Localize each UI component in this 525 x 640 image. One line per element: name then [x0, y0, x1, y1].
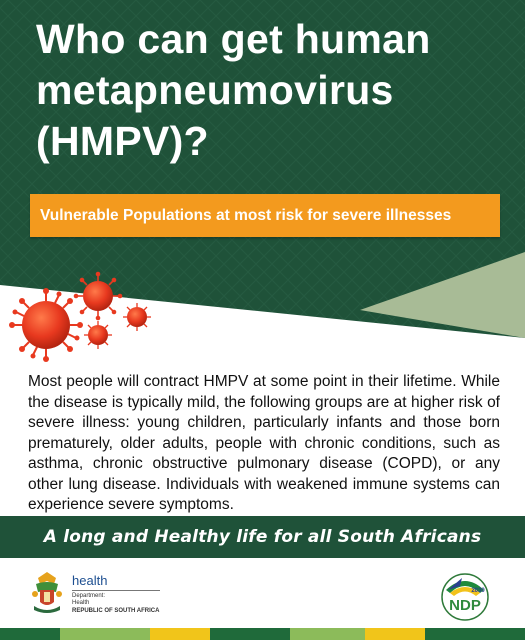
- stripe-segment: [365, 628, 425, 640]
- body-paragraph: Most people will contract HMPV at some point in their lifetime. While the disease is typically mild, the following groups are at higher risk of severe illness: young children, particularly infants and those born prematurely, older adults, people with chronic conditions, such as asthma, chronic obstructive pulmonary disease (COPD), or any other lung disease. Individuals with weakened immune systems can experience severe symptoms.: [28, 373, 500, 513]
- dept-divider: [72, 590, 160, 591]
- stripe-segment: [60, 628, 150, 640]
- stripe-segment: [210, 628, 290, 640]
- stripe-segment: [425, 628, 525, 640]
- department-logo-text: [72, 574, 160, 615]
- page-title: Who can get human metapneumovirus (HMPV)?: [36, 16, 431, 164]
- ndp-year: 2030: [471, 588, 485, 594]
- dept-sub-1: Department:: [72, 593, 106, 599]
- banner-text: Vulnerable Populations at most risk for severe illnesses: [40, 206, 452, 224]
- bottom-color-stripe: [0, 628, 525, 640]
- ndp-logo-icon: [440, 570, 490, 622]
- ndp-label: NDP: [449, 597, 481, 614]
- coat-of-arms-icon: [30, 570, 64, 614]
- dept-name: health: [72, 573, 108, 588]
- virus-icon: [0, 270, 170, 370]
- tagline-text: A long and Healthy life for all South Africans: [43, 527, 482, 547]
- stripe-segment: [150, 628, 210, 640]
- tagline-bar: [0, 516, 525, 558]
- stripe-segment: [290, 628, 365, 640]
- footer: [0, 558, 525, 628]
- vulnerable-populations-banner: [30, 194, 500, 237]
- stripe-segment: [0, 628, 60, 640]
- dept-sub-2: Health: [72, 600, 90, 606]
- dept-country: REPUBLIC OF SOUTH AFRICA: [72, 608, 160, 614]
